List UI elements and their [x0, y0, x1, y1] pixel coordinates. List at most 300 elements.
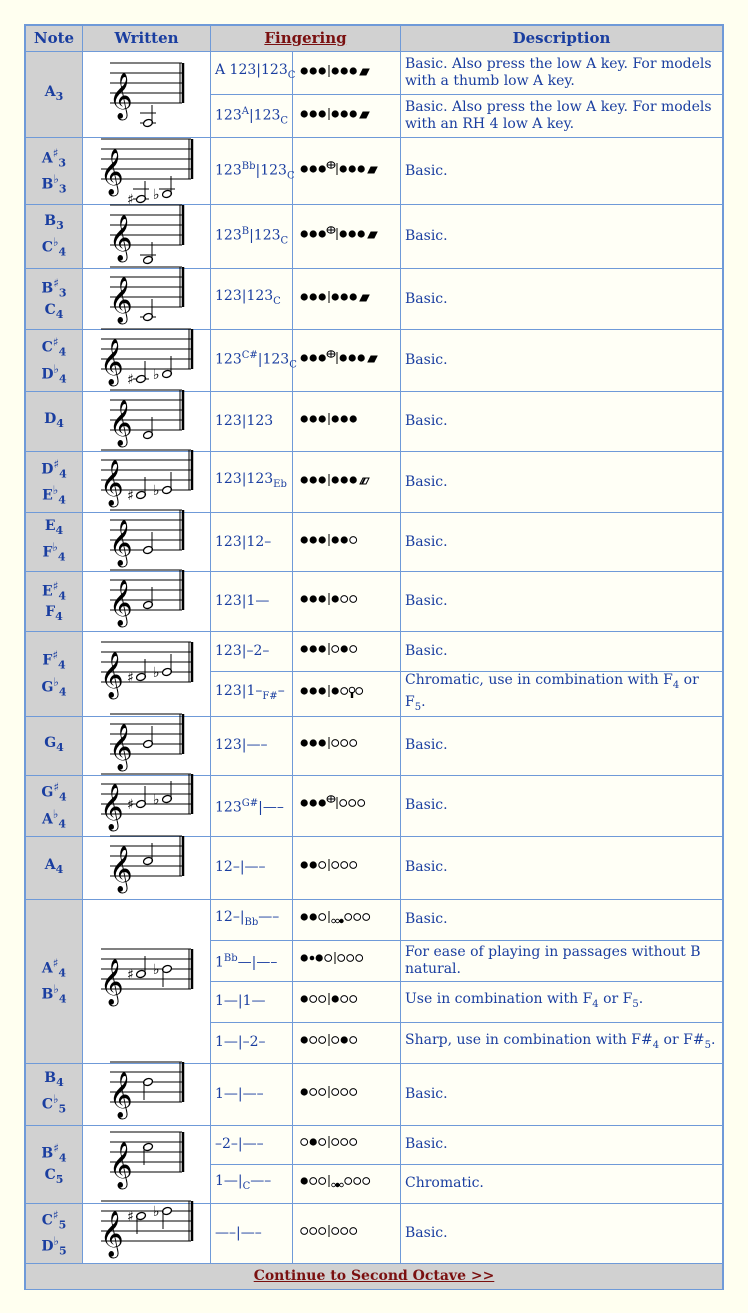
fingering-diagram [297, 1032, 399, 1048]
fingering-row [26, 269, 722, 330]
fingering-diagram [297, 1223, 399, 1239]
accidental: ♯ [52, 648, 58, 663]
svg-text:♭: ♭ [152, 366, 160, 383]
fingering-dots-cell [293, 1126, 401, 1165]
note-letter: C [41, 1212, 53, 1229]
fingering-row [26, 205, 722, 269]
description-cell: Basic. [401, 572, 722, 632]
written-staff-image [97, 454, 197, 510]
description-cell: Basic. [401, 776, 722, 837]
fingering-row [26, 572, 722, 632]
note-cell [26, 717, 83, 776]
accidental: ♭ [53, 982, 59, 997]
fingering-dots-cell [293, 776, 401, 837]
fingering-diagram [297, 795, 399, 811]
octave-number: 4 [55, 862, 64, 876]
fingering-dots-cell [293, 717, 401, 776]
fingering-code: 1—|—– [211, 1064, 293, 1126]
description-cell: Sharp, use in combination with $F\#_4$ or $F\#_5$. [401, 1023, 722, 1064]
svg-text:♭: ♭ [152, 791, 160, 808]
octave-number: 5 [55, 1172, 64, 1186]
header-description: Description [401, 26, 722, 52]
note-letter: C [44, 1166, 56, 1183]
octave-number: 4 [58, 685, 67, 699]
written-cell [83, 205, 211, 269]
fingering-row [26, 776, 722, 837]
octave-number: 5 [58, 1218, 67, 1232]
fingering-dots-cell [293, 138, 401, 205]
note-letter: B [41, 176, 54, 193]
accidental: ♯ [53, 1141, 59, 1156]
note-name [30, 674, 78, 700]
octave-number: 3 [55, 89, 64, 103]
fingering-dots-cell [293, 452, 401, 513]
octave-number: 4 [57, 550, 66, 564]
svg-text:♭: ♭ [152, 187, 160, 203]
fingering-code: 123|1— [211, 572, 293, 632]
octave-number: 4 [58, 589, 66, 603]
octave-number: 4 [58, 493, 66, 507]
written-staff-image [106, 574, 188, 630]
accidental: ♯ [53, 276, 59, 291]
description-cell: Basic. Also press the low A key. For models with a thumb low A key. [401, 52, 722, 95]
fingering-code: $123|1-_{F\#}-$ [211, 672, 293, 717]
fingering-diagram [297, 909, 399, 925]
fingering-diagram [297, 683, 399, 699]
svg-text:♭: ♭ [152, 962, 160, 979]
octave-number: 4 [58, 371, 67, 385]
accidental: ♯ [53, 456, 60, 471]
note-cell [26, 776, 83, 837]
fingering-diagram [297, 161, 399, 177]
octave-number: 4 [59, 467, 67, 480]
fingering-code: $123^{C\#}|123_C$ [211, 330, 293, 392]
fingering-row [26, 392, 722, 452]
written-staff-image [106, 394, 188, 450]
note-name [30, 234, 78, 260]
octave-number: 3 [56, 218, 64, 232]
note-name [30, 84, 78, 105]
svg-text:𝄞: 𝄞 [108, 579, 133, 626]
written-staff-image [97, 953, 197, 1009]
written-staff-image [106, 1066, 188, 1122]
fingering-dots-cell [293, 900, 401, 941]
octave-number: 4 [56, 740, 64, 754]
note-name [30, 1140, 78, 1166]
note-cell [26, 205, 83, 269]
note-name [30, 411, 78, 432]
svg-text:♯: ♯ [126, 1209, 134, 1226]
written-staff-image [97, 143, 197, 208]
svg-text:𝄞: 𝄞 [108, 1072, 133, 1119]
note-name [30, 857, 78, 878]
continue-second-octave-link[interactable]: Continue to Second Octave >> [253, 1267, 495, 1284]
note-letter: F [45, 604, 56, 621]
description-cell: Basic. Also press the low A key. For models with an RH 4 low A key. [401, 95, 722, 138]
svg-text:𝄞: 𝄞 [99, 959, 124, 1006]
note-name [30, 1167, 78, 1188]
octave-number: 5 [58, 1102, 67, 1116]
accidental: ♭ [52, 806, 59, 821]
note-name [30, 456, 78, 482]
octave-number: 4 [55, 307, 64, 321]
fingering-row [26, 717, 722, 776]
fingering-dots-cell [293, 837, 401, 900]
written-cell [83, 632, 211, 717]
note-letter: C [41, 239, 53, 256]
note-letter: C [41, 339, 53, 356]
note-name [30, 334, 78, 360]
written-cell [83, 513, 211, 572]
note-letter: D [41, 366, 54, 383]
written-cell [83, 269, 211, 330]
svg-text:𝄞: 𝄞 [108, 723, 133, 770]
accidental: ♭ [52, 483, 59, 497]
fingering-diagram [297, 591, 399, 607]
written-staff-image [106, 1136, 188, 1192]
fingering-diagram [297, 1084, 399, 1100]
note-letter: D [41, 1238, 54, 1255]
fingering-diagram [297, 63, 399, 79]
note-name [30, 361, 78, 387]
octave-number: 4 [58, 345, 67, 359]
accidental: ♯ [52, 578, 59, 593]
octave-number: 5 [58, 1244, 67, 1258]
accidental: ♯ [52, 1207, 59, 1222]
written-cell [83, 330, 211, 392]
written-staff-image [106, 718, 188, 774]
note-name [30, 735, 78, 756]
note-letter: E [44, 518, 56, 535]
written-cell [83, 1064, 211, 1126]
accidental: ♭ [53, 674, 59, 689]
octave-number: 3 [58, 156, 67, 169]
fingering-diagram [297, 1134, 399, 1150]
svg-text:𝄞: 𝄞 [108, 399, 133, 446]
fingering-diagram [297, 641, 399, 657]
written-cell [83, 1204, 211, 1264]
note-name [30, 213, 78, 234]
fingering-dots-cell [293, 982, 401, 1023]
octave-number: 3 [58, 286, 67, 300]
note-name [30, 578, 78, 604]
note-letter: B [41, 281, 54, 298]
svg-text:♭: ♭ [152, 483, 160, 499]
note-cell [26, 1064, 83, 1126]
note-cell [26, 1204, 83, 1264]
note-name [30, 171, 78, 197]
note-cell [26, 632, 83, 717]
description-cell: Use in combination with $F_4$ or $F_5$. [401, 982, 722, 1023]
note-name [30, 955, 78, 981]
written-cell [83, 392, 211, 452]
fingering-code: $123^A|123_C$ [211, 95, 293, 138]
note-letter: F [42, 544, 53, 561]
fingering-dots-cell [293, 1204, 401, 1264]
written-cell [83, 572, 211, 632]
svg-text:♯: ♯ [126, 796, 134, 813]
fingering-code: 123|12– [211, 513, 293, 572]
octave-number: 4 [58, 992, 67, 1006]
written-cell [83, 1126, 211, 1204]
svg-text:♭: ♭ [152, 1204, 160, 1221]
fingering-row [26, 452, 722, 513]
note-name [30, 806, 78, 832]
accidental: ♯ [53, 780, 59, 795]
fingering-code: —–|—– [211, 1204, 293, 1264]
note-name [30, 647, 78, 673]
fingering-code: $12-|_{Bb}—-$ [211, 900, 293, 941]
written-staff-image [97, 778, 197, 834]
header-fingering [211, 26, 401, 52]
note-letter: B [44, 1070, 57, 1087]
svg-text:𝄞: 𝄞 [108, 72, 133, 119]
note-cell [26, 138, 83, 205]
fingering-code: 123|—– [211, 717, 293, 776]
accidental: ♭ [53, 1234, 59, 1249]
fingering-code: $123|123_{Eb}$ [211, 452, 293, 513]
note-name [30, 1207, 78, 1233]
fingering-code: 1—|1— [211, 982, 293, 1023]
note-cell [26, 269, 83, 330]
description-cell: Basic. [401, 837, 722, 900]
written-cell [83, 138, 211, 208]
octave-number: 4 [55, 610, 63, 624]
written-staff-image [106, 271, 188, 327]
svg-text:♯: ♯ [126, 669, 134, 686]
octave-number: 4 [58, 1151, 67, 1165]
fingering-dots-cell [293, 392, 401, 452]
accidental: ♭ [53, 1092, 59, 1107]
fingering-row [26, 900, 722, 941]
fingering-dots-cell [293, 1023, 401, 1064]
note-letter: B [41, 986, 54, 1003]
description-cell: Basic. [401, 1204, 722, 1264]
note-cell [26, 837, 83, 900]
octave-number: 4 [58, 245, 67, 259]
svg-text:♯: ♯ [126, 967, 134, 984]
description-cell: Basic. [401, 717, 722, 776]
octave-number: 4 [57, 658, 66, 672]
octave-number: 4 [56, 1076, 64, 1090]
description-cell: Basic. [401, 452, 722, 513]
svg-text:𝄞: 𝄞 [99, 651, 124, 698]
note-letter: A [41, 960, 53, 977]
svg-text:♭: ♭ [152, 664, 160, 681]
fingering-dots-cell [293, 52, 401, 95]
note-letter: A [41, 150, 53, 167]
fingering-row [26, 330, 722, 392]
header-note: Note [26, 26, 83, 52]
written-cell [83, 52, 211, 138]
description-cell: Chromatic. [401, 1165, 722, 1204]
note-cell [26, 572, 83, 632]
fingering-dots-cell [293, 1064, 401, 1126]
note-letter: G [44, 735, 57, 752]
note-letter: C [41, 1096, 53, 1113]
description-cell: Basic. [401, 632, 722, 672]
fingering-diagram [297, 532, 399, 548]
fingering-dots-cell [293, 330, 401, 392]
description-cell: For ease of playing in passages without B natural. [401, 941, 722, 982]
note-name [30, 604, 78, 625]
note-letter: A [44, 84, 56, 101]
footer-row [26, 1264, 722, 1290]
note-name [30, 539, 78, 565]
note-name [30, 145, 78, 171]
fingering-diagram [297, 735, 399, 751]
written-staff-image [106, 209, 188, 265]
svg-text:♯: ♯ [126, 488, 134, 504]
fingering-code: A $123|123_C$ [211, 52, 293, 95]
fingering-diagram [297, 411, 399, 427]
note-name [30, 1070, 78, 1091]
written-staff-image [97, 1205, 197, 1261]
fingering-diagram [297, 1173, 399, 1189]
note-letter: D [44, 411, 57, 428]
fingering-code: $123|123_C$ [211, 269, 293, 330]
fingering-row [26, 837, 722, 900]
written-cell [83, 900, 211, 1064]
svg-text:𝄞: 𝄞 [99, 460, 124, 506]
note-name [30, 482, 78, 508]
written-cell [83, 717, 211, 776]
note-letter: D [41, 461, 54, 478]
note-letter: B [44, 212, 57, 229]
note-letter: G [41, 784, 54, 801]
svg-text:♯: ♯ [126, 192, 134, 208]
fingering-dots-cell [293, 1165, 401, 1204]
fingering-dots-cell [293, 205, 401, 269]
fingering-dots-cell [293, 672, 401, 717]
note-letter: A [44, 857, 56, 874]
octave-number: 4 [58, 790, 67, 804]
fingering-header-link[interactable]: Fingering [264, 29, 347, 47]
fingering-dots-cell [293, 572, 401, 632]
accidental: ♯ [52, 145, 59, 160]
written-staff-image [106, 67, 188, 123]
note-letter: E [42, 583, 53, 600]
fingering-dots-cell [293, 269, 401, 330]
note-letter: E [42, 487, 53, 504]
note-name [30, 1091, 78, 1117]
note-name [30, 779, 78, 805]
fingering-code: $1^{Bb}—|—-$ [211, 941, 293, 982]
fingering-dots-cell [293, 632, 401, 672]
note-cell [26, 452, 83, 513]
svg-text:♯: ♯ [126, 371, 134, 388]
written-staff-image [97, 333, 197, 389]
note-name [30, 302, 78, 323]
description-cell: Basic. [401, 269, 722, 330]
fingering-code: $1—|_C—-$ [211, 1165, 293, 1204]
description-cell: Basic. [401, 392, 722, 452]
svg-text:𝄞: 𝄞 [99, 783, 124, 830]
accidental: ♭ [53, 172, 59, 186]
note-name [30, 275, 78, 301]
accidental: ♭ [53, 234, 59, 249]
fingering-diagram [297, 226, 399, 242]
accidental: ♭ [52, 540, 58, 555]
note-cell [26, 1126, 83, 1204]
fingering-diagram [297, 350, 399, 366]
octave-number: 4 [58, 817, 67, 831]
fingering-dots-cell [293, 513, 401, 572]
octave-number: 4 [56, 416, 64, 430]
fingering-diagram [297, 991, 399, 1007]
svg-text:𝄞: 𝄞 [108, 845, 133, 892]
fingering-diagram [297, 950, 399, 966]
svg-text:𝄞: 𝄞 [99, 338, 124, 385]
fingering-code: $123^B|123_C$ [211, 205, 293, 269]
fingering-row [26, 52, 722, 95]
fingering-diagram [297, 106, 399, 122]
description-cell: Chromatic, use in combination with $F_4$ or $F_5$. [401, 672, 722, 717]
fingering-chart-frame [24, 24, 724, 1290]
description-cell: Basic. [401, 205, 722, 269]
description-cell: Basic. [401, 330, 722, 392]
fingering-diagram [297, 857, 399, 873]
note-letter: A [41, 811, 53, 828]
fingering-diagram [297, 472, 399, 488]
fingering-code: 123|123 [211, 392, 293, 452]
svg-text:𝄞: 𝄞 [108, 1142, 133, 1189]
fingering-code: 12–|—– [211, 837, 293, 900]
fingering-code: 123|–2– [211, 632, 293, 672]
description-cell: Basic. [401, 513, 722, 572]
octave-number: 4 [58, 966, 67, 980]
svg-text:𝄞: 𝄞 [99, 149, 124, 195]
description-cell: Basic. [401, 1064, 722, 1126]
note-name [30, 981, 78, 1007]
written-cell [83, 776, 211, 837]
note-letter: B [41, 1146, 54, 1163]
note-cell [26, 330, 83, 392]
note-letter: G [41, 679, 54, 696]
written-cell [83, 837, 211, 900]
fingering-dots-cell [293, 941, 401, 982]
fingering-row [26, 513, 722, 572]
header-written: Written [83, 26, 211, 52]
fingering-code: –2–|—– [211, 1126, 293, 1165]
fingering-row [26, 1204, 722, 1264]
svg-text:𝄞: 𝄞 [108, 214, 133, 261]
fingering-row [26, 1126, 722, 1165]
accidental: ♯ [52, 955, 59, 970]
fingering-row [26, 1064, 722, 1126]
written-cell [83, 452, 211, 513]
written-staff-image [106, 514, 188, 570]
fingering-diagram [297, 289, 399, 305]
note-cell [26, 52, 83, 138]
accidental: ♯ [52, 335, 59, 350]
fingering-code: 1—|–2– [211, 1023, 293, 1064]
note-cell [26, 513, 83, 572]
svg-text:𝄞: 𝄞 [99, 1211, 124, 1258]
note-letter: F [42, 653, 53, 669]
fingering-code: $123^{Bb}|123_C$ [211, 138, 293, 205]
octave-number: 3 [58, 182, 67, 196]
description-cell: Basic. [401, 1126, 722, 1165]
accidental: ♭ [53, 361, 59, 376]
note-letter: C [44, 301, 56, 318]
fingering-dots-cell [293, 95, 401, 138]
note-name [30, 1233, 78, 1259]
note-cell [26, 900, 83, 1064]
description-cell: Basic. [401, 138, 722, 205]
octave-number: 4 [55, 524, 64, 538]
written-staff-image [97, 646, 197, 702]
